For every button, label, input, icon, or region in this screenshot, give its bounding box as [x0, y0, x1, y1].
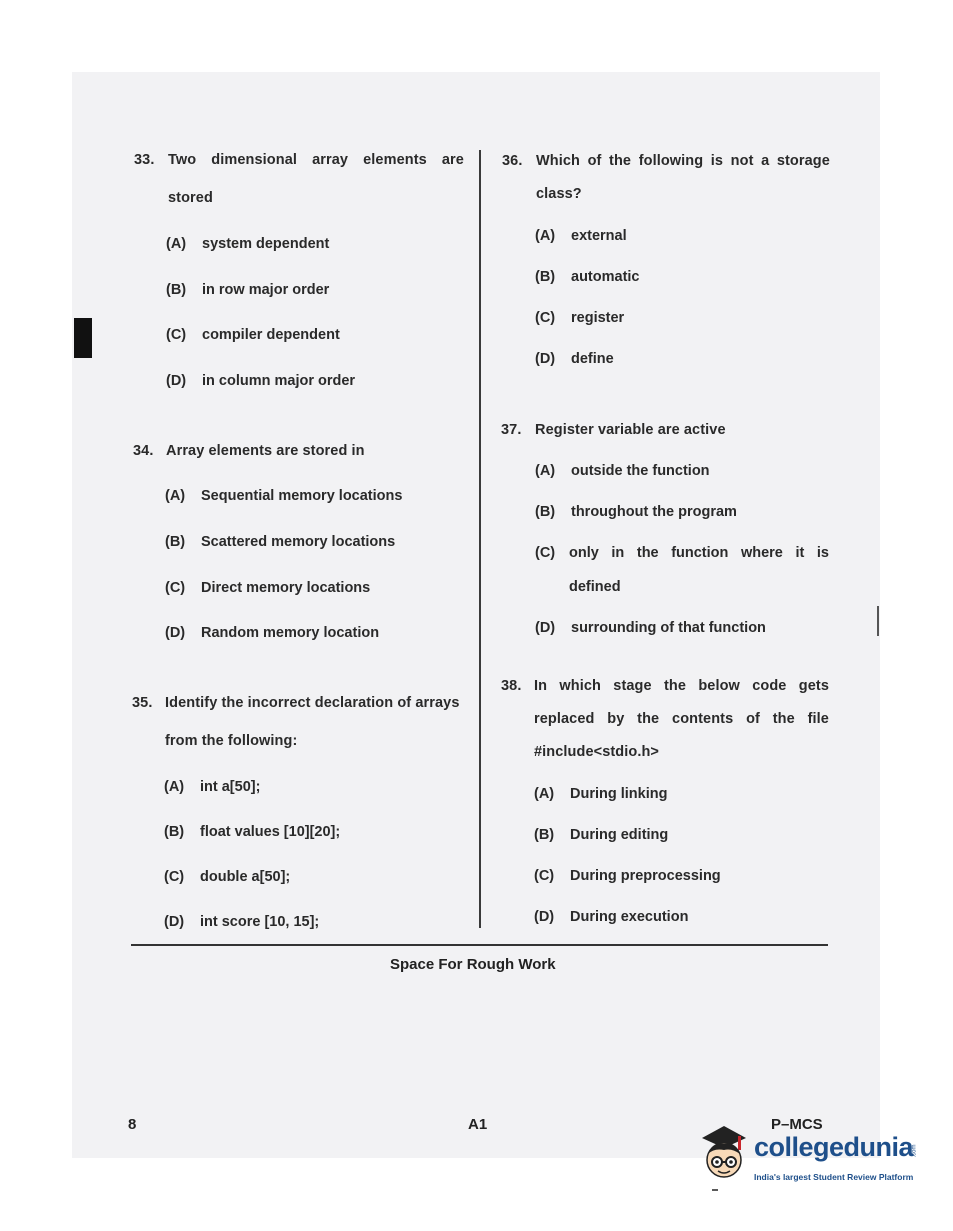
- option-33-c: (C) compiler dependent: [166, 327, 340, 343]
- question-text-line2: class?: [536, 186, 582, 202]
- option-38-b: (B) During editing: [534, 827, 669, 843]
- question-number: 35.: [132, 695, 153, 711]
- option-text-line2: defined: [569, 579, 621, 595]
- option-35-b: (B) float values [10][20];: [164, 824, 341, 840]
- option-35-c: (C) double a[50];: [164, 869, 291, 885]
- question-text-line1: In which stage the below code gets: [534, 678, 829, 694]
- question-number: 36.: [502, 153, 523, 169]
- option-33-b: (B) in row major order: [166, 282, 330, 298]
- edge-mark: [877, 606, 879, 636]
- option-text-line1: only in the function where it is: [569, 545, 829, 561]
- page-number: 8: [128, 1116, 137, 1133]
- question-text-line1: Identify the incorrect declaration of arrays: [165, 695, 460, 711]
- option-38-a: (A) During linking: [534, 786, 668, 802]
- question-text-line2: replaced by the contents of the file: [534, 711, 829, 727]
- binder-mark: [74, 318, 92, 358]
- option-34-c: (C) Direct memory locations: [165, 580, 371, 596]
- question-text-line2: from the following:: [165, 733, 298, 749]
- option-34-a: (A) Sequential memory locations: [165, 488, 403, 504]
- series-code: A1: [468, 1116, 488, 1133]
- brand-suffix: .com: [911, 1144, 918, 1158]
- option-33-a: (A) system dependent: [166, 236, 330, 252]
- option-36-b: (B) automatic: [535, 269, 640, 285]
- option-35-d: (D) int score [10, 15];: [164, 914, 320, 930]
- question-text-line1: Which of the following is not a storage: [536, 153, 830, 169]
- option-38-d: (D) During execution: [534, 909, 689, 925]
- question-text-line3: #include<stdio.h>: [534, 744, 659, 760]
- option-37-b: (B) throughout the program: [535, 504, 737, 520]
- collegedunia-watermark: [694, 1124, 924, 1196]
- option-34-b: (B) Scattered memory locations: [165, 534, 396, 550]
- mascot-icon: [694, 1124, 754, 1196]
- column-divider: [479, 150, 481, 928]
- brand-tagline: India's largest Student Review Platform: [754, 1172, 914, 1182]
- question-number: 34.: [133, 443, 154, 459]
- question-number: 37.: [501, 422, 522, 438]
- rough-work-heading: Space For Rough Work: [390, 956, 556, 973]
- rough-work-divider: [131, 944, 828, 946]
- question-text-line1: Register variable are active: [535, 422, 726, 438]
- option-36-d: (D) define: [535, 351, 614, 367]
- exam-page: [72, 72, 880, 1158]
- option-37-a: (A) outside the function: [535, 463, 710, 479]
- option-38-c: (C) During preprocessing: [534, 868, 721, 884]
- brand-name: collegedunia: [754, 1132, 914, 1162]
- question-text-line1: Two dimensional array elements are: [168, 152, 464, 168]
- option-33-d: (D) in column major order: [166, 373, 356, 389]
- option-37-d: (D) surrounding of that function: [535, 620, 766, 636]
- question-text-line1: Array elements are stored in: [166, 443, 365, 459]
- question-number: 38.: [501, 678, 522, 694]
- question-number: 33.: [134, 152, 155, 168]
- question-text-line2: stored: [168, 190, 213, 206]
- option-34-d: (D) Random memory location: [165, 625, 380, 641]
- option-36-a: (A) external: [535, 228, 627, 244]
- paper-code: P–MCS: [771, 1116, 823, 1133]
- option-36-c: (C) register: [535, 310, 625, 326]
- option-35-a: (A) int a[50];: [164, 779, 261, 795]
